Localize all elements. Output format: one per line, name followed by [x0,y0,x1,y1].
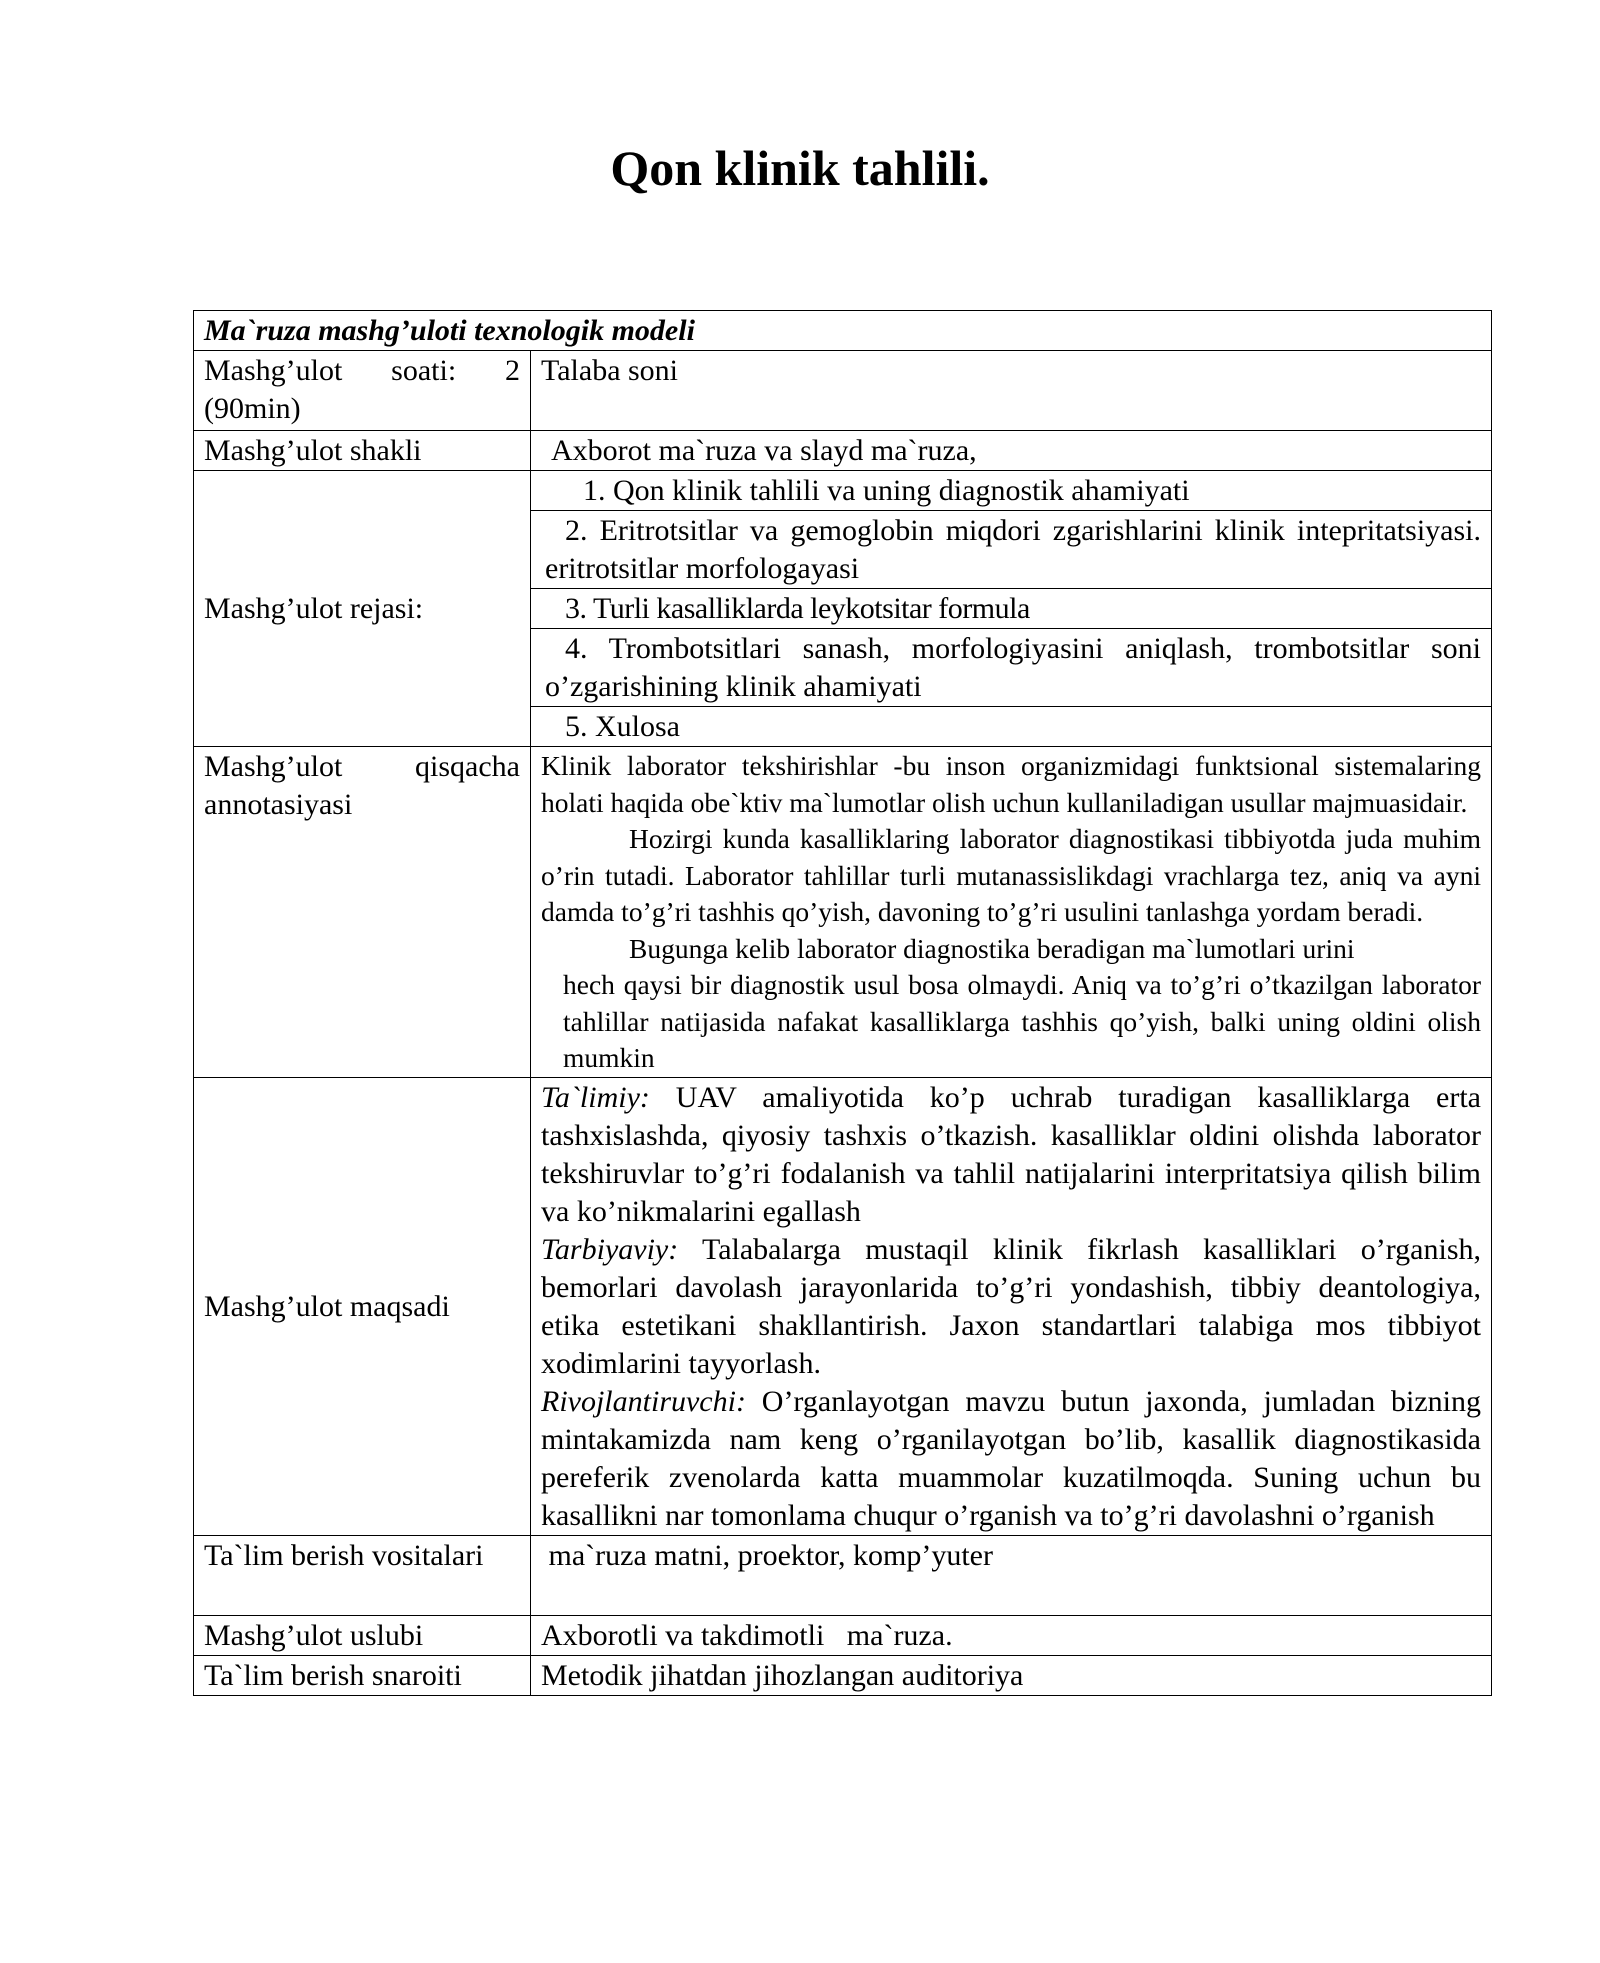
value-shakli: Axborot ma`ruza va slayd ma`ruza, [531,431,1492,471]
page-title: Qon klinik tahlili. [610,140,990,196]
row-annotatsiya [194,747,1492,1078]
value-snaroiti: Metodik jihatdan jihozlangan auditoriya [531,1655,1492,1695]
plan-item-3: 3. Turli kasalliklarda leykotsitar formula [531,589,1492,629]
row-snaroiti [194,1655,1492,1695]
value-talaba-soni: Talaba soni [531,351,1492,431]
row-maqsadi [194,1077,1492,1535]
label-maqsadi: Mashg’ulot maqsadi [194,1077,531,1535]
value-vositalari: ma`ruza matni, proektor, komp’yuter [531,1535,1492,1615]
label-snaroiti: Ta`lim berish snaroiti [194,1655,531,1695]
plan-item-4: 4. Trombotsitlari sanash, morfologiyasini aniqlash, trombotsitlar soni o’zgarishining klinik ahamiyati [531,629,1492,707]
annotation-paragraph-2: Hozirgi kunda kasalliklaring laborator diagnostikasi tibbiyotda juda muhim o’rin tutadi. Laborator tahlillar turli mutanassislikdagi vrachlarga tez, aniq va ayni damda to’g’ri tashhis qo’yish, davoning to’g’ri usulini tanlashga yordam beradi. [541,823,1481,927]
value-maqsadi [531,1077,1492,1535]
goal-talimiy-lead: Ta`limiy: [541,1080,650,1114]
annotation-paragraph-3: Bugunga kelib laborator diagnostika beradigan ma`lumotlari urini [629,932,1355,964]
label-vositalari: Ta`lim berish vositalari [194,1535,531,1615]
row-rejasi-1 [194,471,1492,511]
goal-talimiy-text: UAV amaliyotida ko’p uchrab turadigan kasalliklarga erta tashxislashda, qiyosiy tashxis o’tkazish. kasalliklar oldini olishda laborator tekshiruvlar to’g’ri fodalanish va tahlil natijalarini interpritatsiya qilish bilim va ko’nikmalarini egallash [541,1080,1481,1228]
row-soati [194,351,1492,431]
table-caption: Ma`ruza mashg’uloti texnologik modeli [194,311,1492,351]
lesson-model-table [193,310,1492,1696]
plan-item-1: 1. Qon klinik tahlili va uning diagnostik ahamiyati [531,471,1492,511]
goal-tarbiyaviy-text: Talabalarga mustaqil klinik fikrlash kasalliklari o’rganish, bemorlari davolash jarayonlarida to’g’ri yondashish, tibbiy deantologiya, etika estetikani shakllantirish. Jaxon standartlari talabiga mos tibbiyot xodimlarini tayyorlash. [541,1232,1481,1380]
value-uslubi: Axborotli va takdimotli ma`ruza. [531,1615,1492,1655]
goal-talimiy [541,1079,1481,1231]
goal-rivojlantiruvchi-text: O’rganlayotgan mavzu butun jaxonda, jumladan bizning mintakamizda nam keng o’rganilayotgan bo’lib, kasallik diagnostikasida pereferik zvenolarda katta muammolar kuzatilmoqda. Suning uchun bu kasallikni nar tomonlama chuqur o’rganish va to’g’ri davolashni o’rganish [541,1384,1481,1532]
plan-item-2: 2. Eritrotsitlar va gemoglobin miqdori zgarishlarini klinik intepritatsiyasi. eritrotsitlar morfologayasi [531,511,1492,589]
label-rejasi: Mashg’ulot rejasi: [194,471,531,747]
label-shakli: Mashg’ulot shakli [194,431,531,471]
table-caption-row [194,311,1492,351]
goal-tarbiyaviy-lead: Tarbiyaviy: [541,1232,679,1266]
row-vositalari [194,1535,1492,1615]
row-shakli [194,431,1492,471]
label-annotatsiya: Mashg’ulot qisqacha annotasiyasi [194,747,531,1078]
label-uslubi: Mashg’ulot uslubi [194,1615,531,1655]
annotation-paragraph-4: hech qaysi bir diagnostik usul bosa olmaydi. Aniq va to’g’ri o’tkazilgan laborator tahlillar natijasida nafakat kasalliklarga tashhis qo’yish, balki uning oldini olish mumkin [563,969,1481,1073]
goal-rivojlantiruvchi [541,1383,1481,1535]
annotation-paragraph-1: Klinik laborator tekshirishlar -bu inson organizmidagi funktsional sistemalaring holati haqida obe`ktiv ma`lumotlar olish uchun kullaniladigan usullar majmuasidair. [541,750,1481,818]
value-annotatsiya [531,747,1492,1078]
row-uslubi [194,1615,1492,1655]
plan-item-5: 5. Xulosa [531,707,1492,747]
label-soati: Mashg’ulot soati: 2 (90min) [194,351,531,431]
goal-rivojlantiruvchi-lead: Rivojlantiruvchi: [541,1384,746,1418]
goal-tarbiyaviy [541,1231,1481,1383]
